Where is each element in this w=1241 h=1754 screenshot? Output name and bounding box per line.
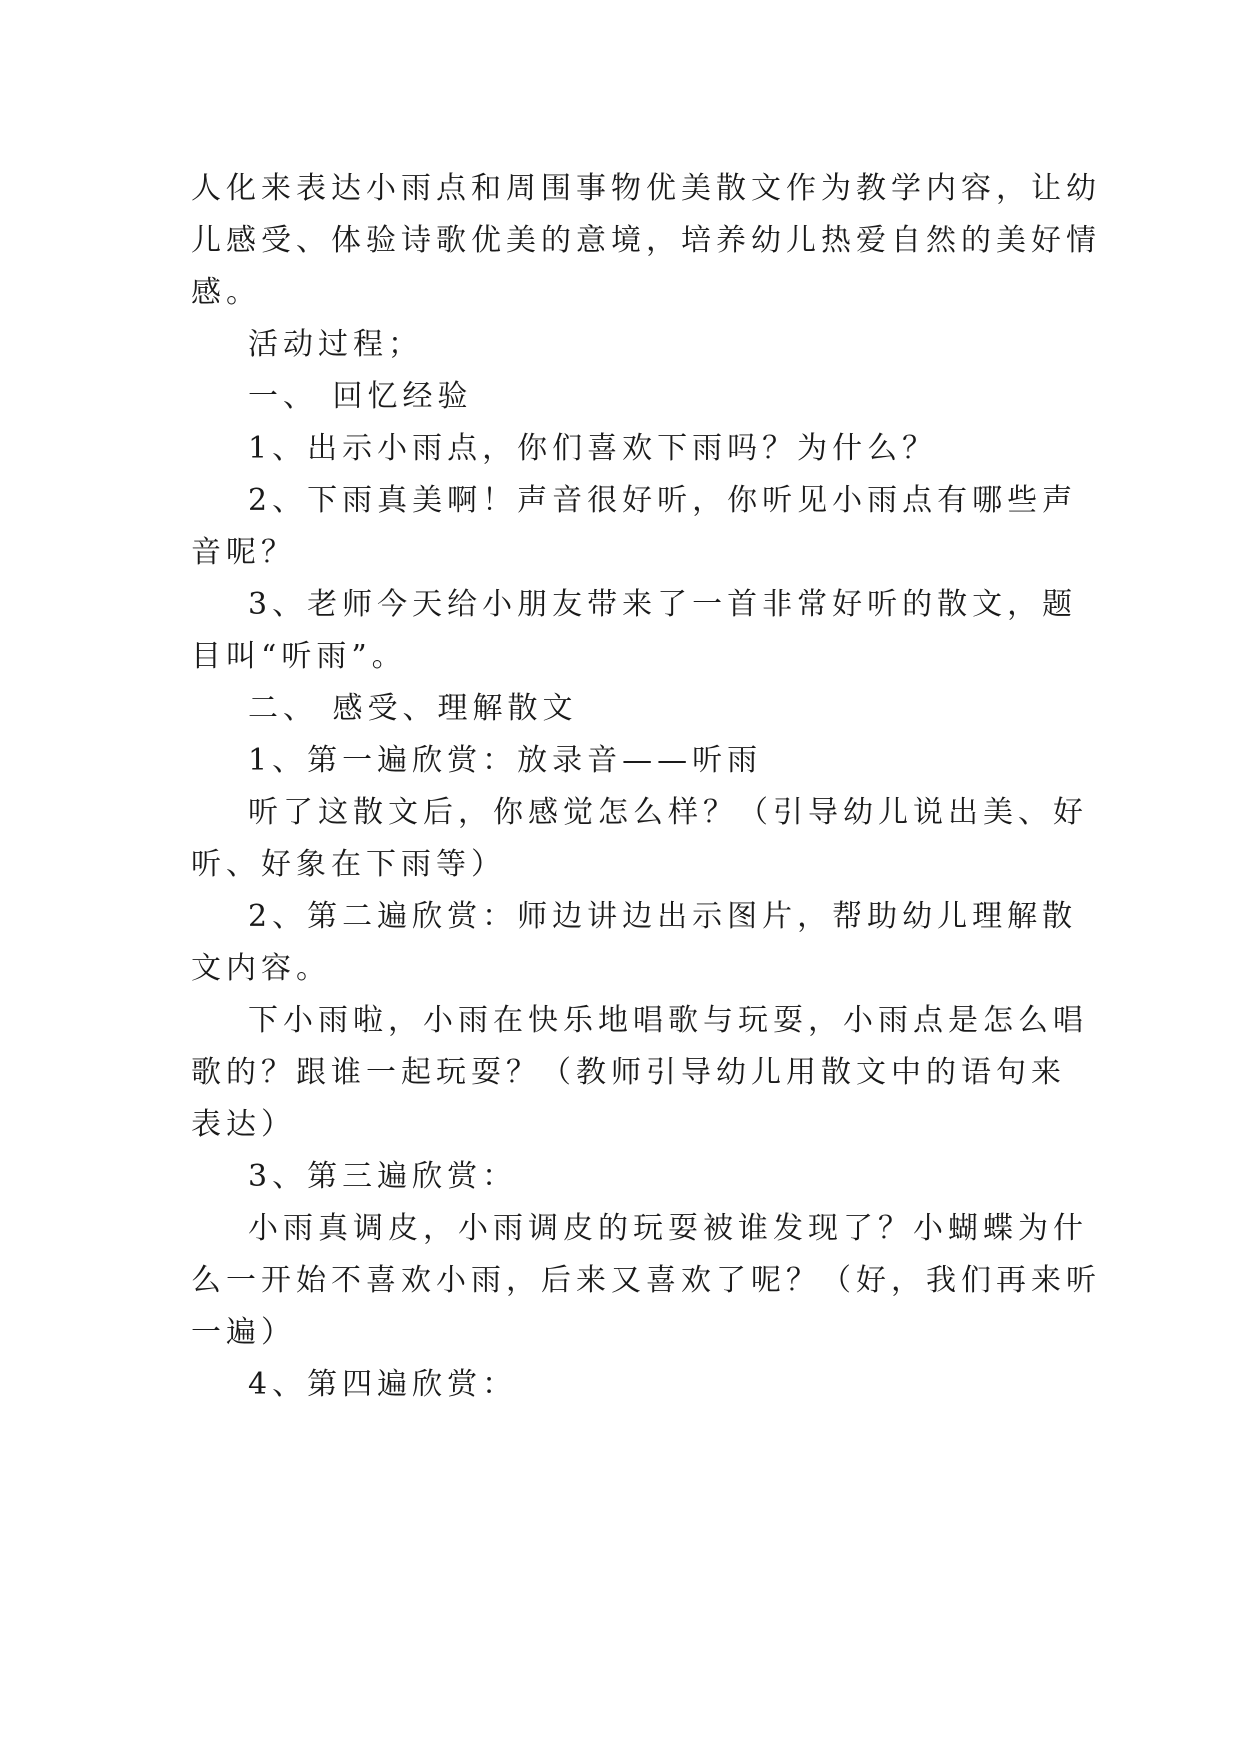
text-line: 人化来表达小雨点和周围事物优美散文作为教学内容，让幼	[191, 171, 1101, 206]
text-line: 小雨真调皮，小雨调皮的玩耍被谁发现了？小蝴蝶为什	[248, 1211, 1088, 1246]
text-line: 么一开始不喜欢小雨，后来又喜欢了呢？（好，我们再来听	[191, 1263, 1101, 1298]
section-heading: 二、 感受、理解散文	[248, 691, 578, 726]
text-line: 表达）	[191, 1107, 296, 1142]
text-line: 3、老师今天给小朋友带来了一首非常好听的散文，题	[248, 587, 1078, 622]
text-line: 3、第三遍欣赏：	[248, 1159, 518, 1194]
text-line: 活动过程；	[248, 327, 423, 362]
text-line: 儿感受、体验诗歌优美的意境，培养幼儿热爱自然的美好情	[191, 223, 1101, 258]
text-line: 2、第二遍欣赏：师边讲边出示图片，帮助幼儿理解散	[248, 899, 1078, 934]
text-line: 感。	[191, 275, 261, 310]
text-line: 下小雨啦，小雨在快乐地唱歌与玩耍，小雨点是怎么唱	[248, 1003, 1088, 1038]
text-line: 1、第一遍欣赏：放录音——听雨	[248, 743, 763, 778]
text-line: 1、出示小雨点，你们喜欢下雨吗？为什么？	[248, 431, 938, 466]
text-line: 目叫“听雨”。	[191, 639, 407, 674]
text-line: 音呢？	[191, 535, 296, 570]
text-line: 2、下雨真美啊！声音很好听，你听见小雨点有哪些声	[248, 483, 1078, 518]
section-heading: 一、 回忆经验	[248, 379, 473, 414]
text-line: 4、第四遍欣赏：	[248, 1367, 518, 1402]
text-line: 听了这散文后，你感觉怎么样？（引导幼儿说出美、好	[248, 795, 1088, 830]
text-line: 听、好象在下雨等）	[191, 847, 506, 882]
text-line: 一遍）	[191, 1315, 296, 1350]
text-line: 文内容。	[191, 951, 331, 986]
text-line: 歌的？跟谁一起玩耍？（教师引导幼儿用散文中的语句来	[191, 1055, 1066, 1090]
